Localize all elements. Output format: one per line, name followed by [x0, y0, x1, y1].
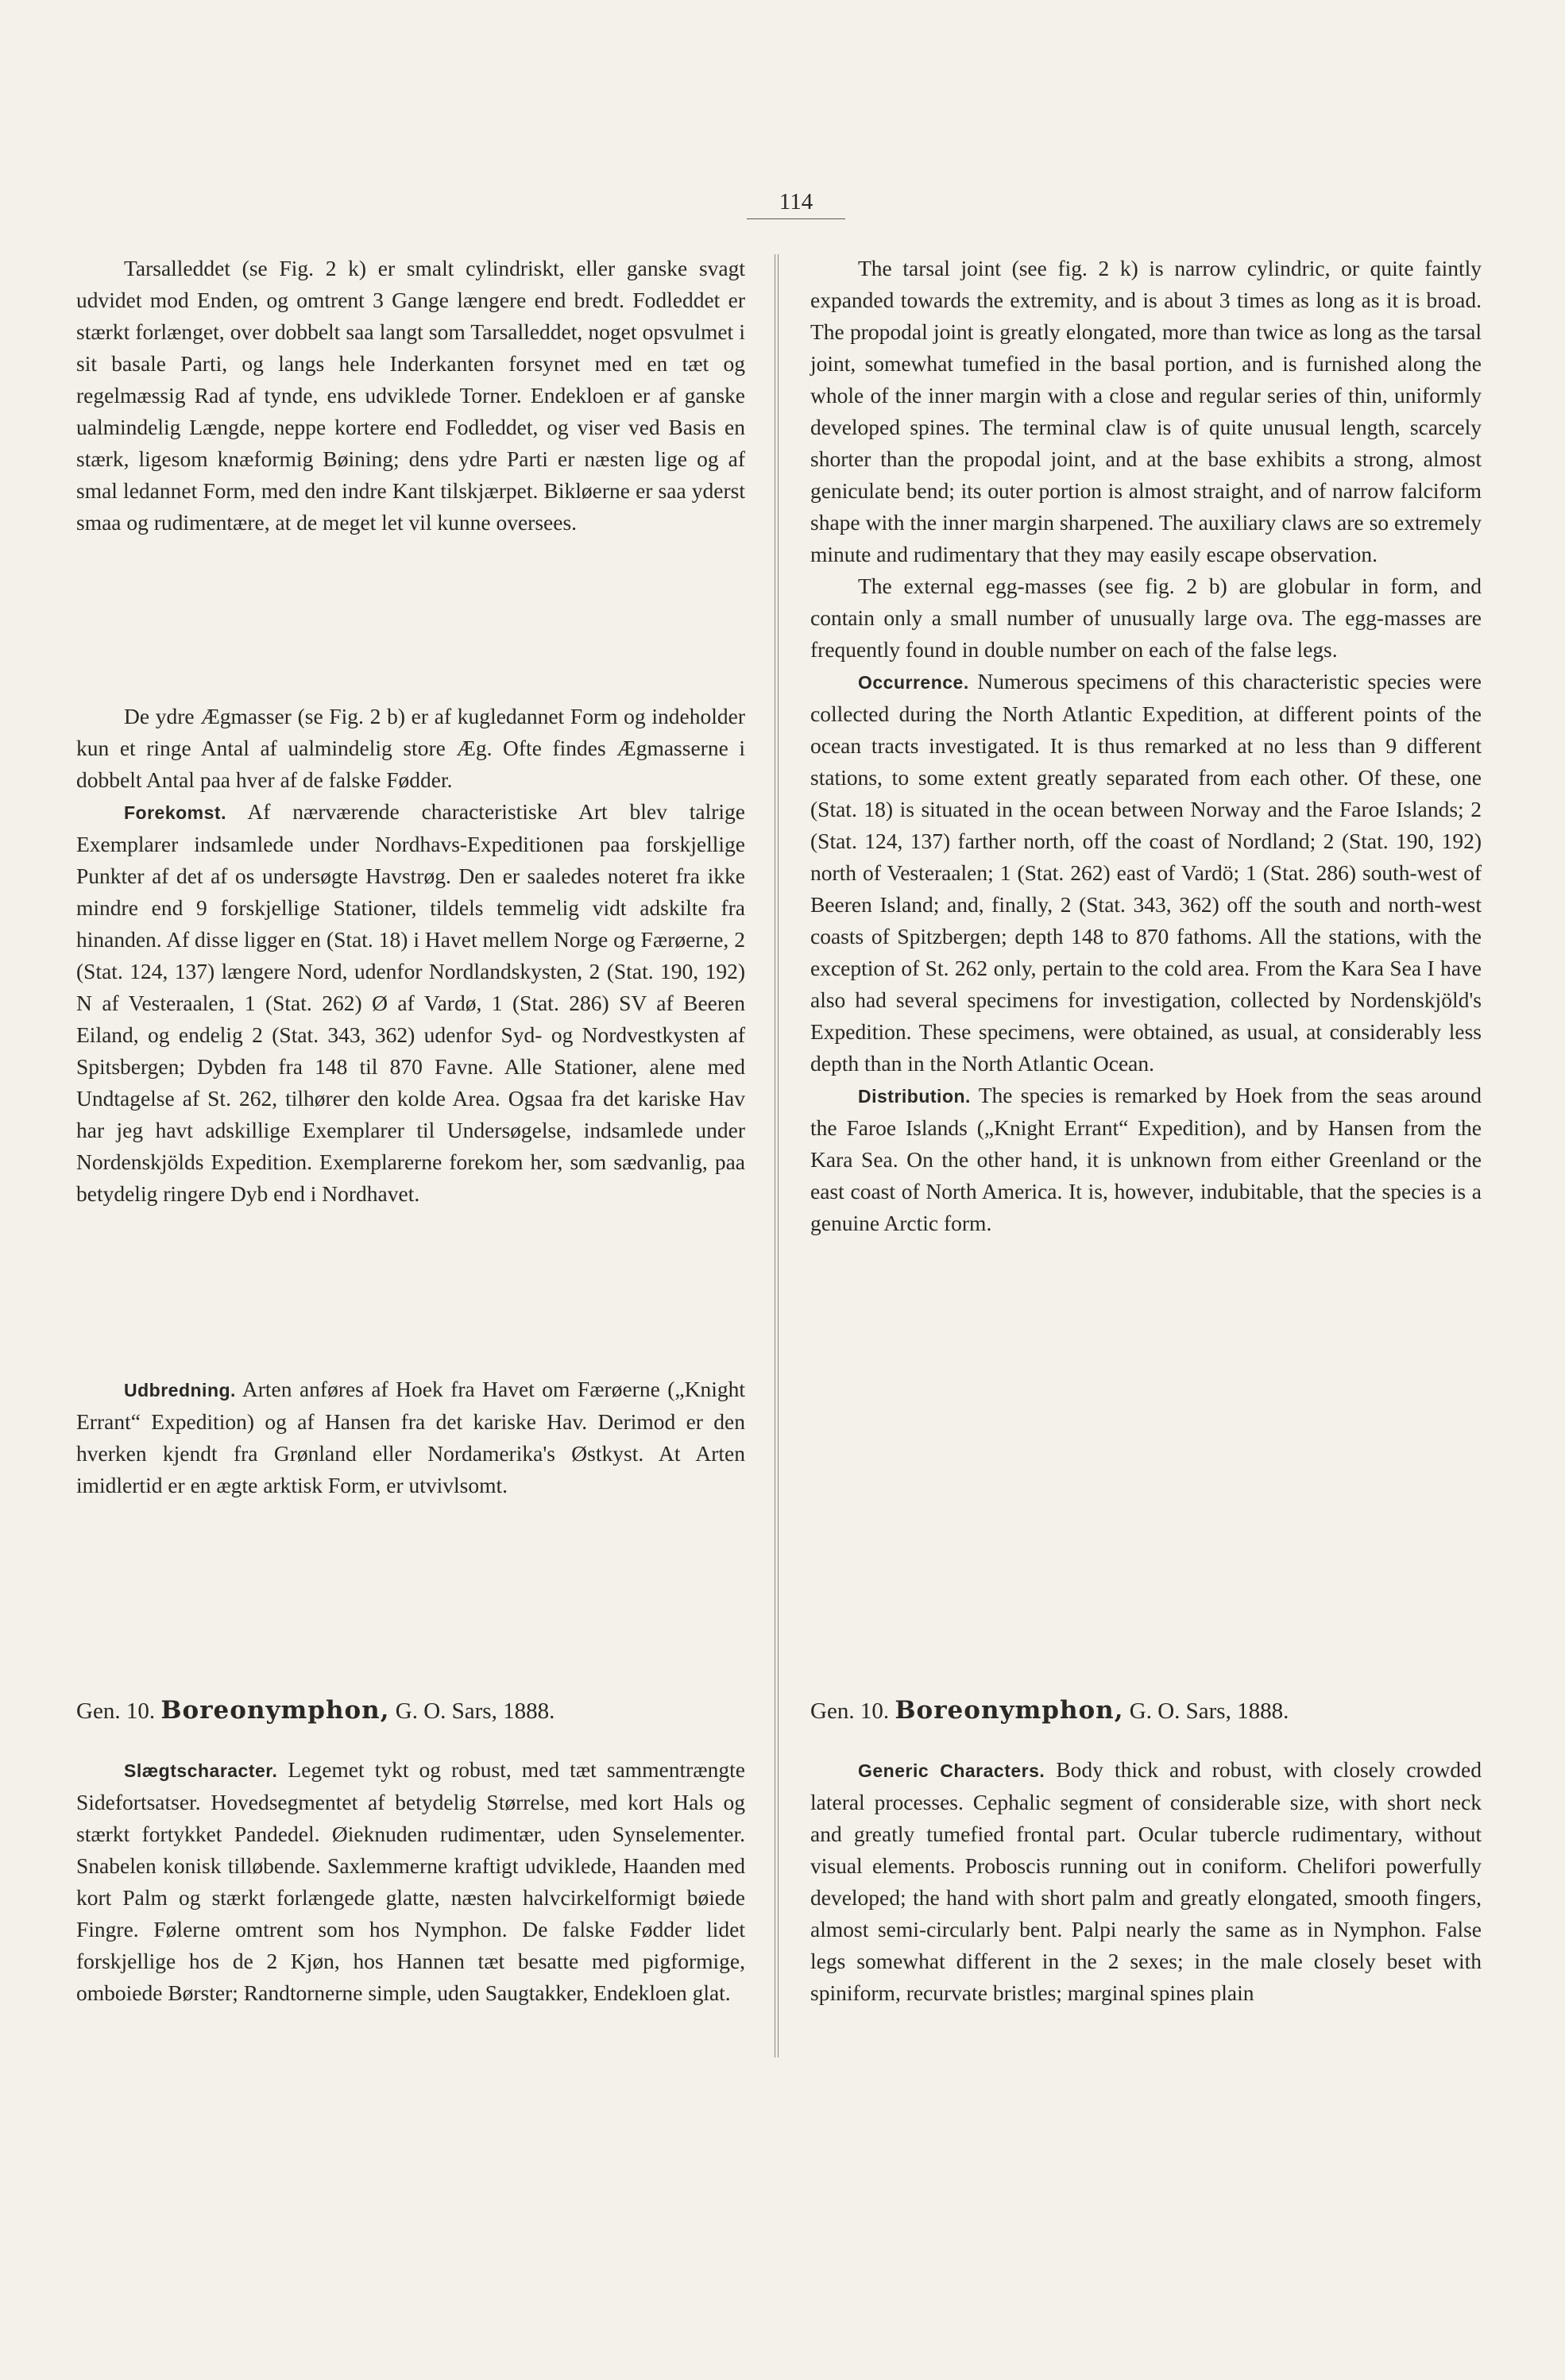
right-genus-author: G. O. Sars, 1888.	[1129, 1698, 1289, 1724]
page-number: 114	[747, 189, 845, 219]
left-generic-text: Legemet tykt og robust, med tæt sammentrængte Sidefortsatser. Hovedsegmentet af betydelig Størrelse, med kort Hals og stærkt fortykket Pandedel. Øieknuden rudimentær, uden Synselementer. Snabelen konisk tilløbende. Saxlemmerne kraftigt udviklede, Haanden med kort Palm og stærkt forlængede glatte, næsten halvcirkelformigt bøiede Fingre. Følerne omtrent som hos Nymphon. De falske Fødder lidet forskjellige hos de 2 Kjøn, hos Hannen tæt besatte med pigformige, omboiede Børster; Randtornerne simple, uden Saugtakker, Endekloen glat.	[76, 1757, 745, 2005]
right-paragraph-eggs: The external egg-masses (see fig. 2 b) are globular in form, and contain only a small number of unusually large ova. The egg-masses are frequently found in double number on each of the false legs.	[810, 574, 1482, 662]
left-paragraph-occurrence	[76, 796, 745, 1210]
right-column-generic-characters	[810, 1754, 1482, 2009]
left-paragraph-eggs: De ydre Ægmasser (se Fig. 2 b) er af kugledannet Form og indeholder kun et ringe Antal af ualmindelig store Æg. Ofte findes Ægmasserne i dobbelt Antal paa hver af de falske Fødder.	[76, 704, 745, 792]
right-genus-heading	[810, 1694, 1482, 1727]
left-paragraph-distribution	[76, 1374, 745, 1501]
left-genus-prefix: Gen. 10.	[76, 1698, 156, 1724]
left-distribution-heading: Udbredning.	[124, 1380, 236, 1401]
left-column-distribution	[76, 1374, 745, 1501]
right-genus-line	[810, 1694, 1482, 1727]
right-paragraph-occurrence	[810, 666, 1482, 1080]
left-occurrence-heading: Forekomst.	[124, 802, 226, 823]
left-column-eggs-occurrence	[76, 701, 745, 1210]
left-occurrence-text: Af nærværende characteristiske Art blev talrige Exemplarer indsamlede under Nordhavs-Expeditionen paa forskjellige Punkter af det af os undersøgte Havstrøg. Den er saaledes noteret fra ikke mindre end 9 forskjellige Stationer, tildels temmelig vidt adskilte fra hinanden. Af disse ligger en (Stat. 18) i Havet mellem Norge og Færøerne, 2 (Stat. 124, 137) længere Nord, udenfor Nordlandskysten, 2 (Stat. 190, 192) N af Vesteraalen, 1 (Stat. 262) Ø af Vardø, 1 (Stat. 286) SV af Beeren Eiland, og endelig 2 (Stat. 343, 362) udenfor Syd- og Nordvestkysten af Spitsbergen; Dybden fra 148 til 870 Favne. Alle Stationer, alene med Undtagelse af St. 262, tilhører den kolde Area. Ogsaa fra det kariske Hav har jeg havt adskillige Exemplarer til Undersøgelse, indsamlede under Nordenskjölds Expedition. Exemplarerne forekom her, som sædvanlig, paa betydelig ringere Dyb end i Nordhavet.	[76, 799, 745, 1206]
right-occurrence-heading: Occurrence.	[858, 672, 969, 693]
left-genus-name: Boreonymphon,	[160, 1696, 390, 1725]
column-divider	[775, 254, 779, 2057]
right-occurrence-text: Numerous specimens of this characteristic species were collected during the North Atlantic Expedition, at different points of the ocean tracts investigated. It is thus remarked at no less than 9 different stations, to some extent greatly separated from each other. Of these, one (Stat. 18) is situated in the ocean between Norway and the Faroe Islands; 2 (Stat. 124, 137) farther north, off the coast of Nordland; 2 (Stat. 190, 192) north of Vesteraalen; 1 (Stat. 262) east of Vardö; 1 (Stat. 286) south-west of Beeren Island; and, finally, 2 (Stat. 343, 362) off the south and north-west coasts of Spitzbergen; depth 148 to 870 fathoms. All the stations, with the exception of St. 262 only, pertain to the cold area. From the Kara Sea I have also had several specimens for investigation, collected by Nordenskjöld's Expedition. These specimens, were obtained, as usual, at considerably less depth than in the North Atlantic Ocean.	[810, 669, 1482, 1076]
right-paragraph-tarsal: The tarsal joint (see fig. 2 k) is narrow cylindric, or quite faintly expanded towards the extremity, and is about 3 times as long as it is broad. The propodal joint is greatly elongated, more than twice as long as the tarsal joint, somewhat tumefied in the basal portion, and is furnished along the whole of the inner margin with a close and regular series of thin, uniformly developed spines. The terminal claw is of quite unusual length, scarcely shorter than the propodal joint, and at the base exhibits a strong, almost geniculate bend; its outer portion is almost straight, and of narrow falciform shape with the inner margin sharpened. The auxiliary claws are so extremely minute and rudimentary that they may easily escape observation.	[810, 256, 1482, 566]
left-column-description	[76, 253, 745, 539]
left-genus-heading	[76, 1694, 745, 1727]
left-genus-author: G. O. Sars, 1888.	[395, 1698, 555, 1724]
right-distribution-heading: Distribution.	[858, 1086, 971, 1107]
left-paragraph-tarsal: Tarsalleddet (se Fig. 2 k) er smalt cylindriskt, eller ganske svagt udvidet mod Enden, og omtrent 3 Gange længere end bredt. Fodleddet er stærkt forlænget, over dobbelt saa langt som Tarsalleddet, noget opsvulmet i sit basale Parti, og langs hele Inderkanten forsynet med en tæt og regelmæssig Rad af tynde, ens udviklede Torner. Endekloen er af ganske ualmindelig Længde, neppe kortere end Fodleddet, og viser ved Basis en stærk, ligesom knæformig Bøining; dens ydre Parti er næsten lige og af smal ledannet Form, med den indre Kant tilskjærpet. Bikløerne er saa yderst smaa og rudimentære, at de meget let vil kunne oversees.	[76, 256, 745, 535]
right-paragraph-generic	[810, 1754, 1482, 2009]
right-genus-prefix: Gen. 10.	[810, 1698, 890, 1724]
left-paragraph-generic	[76, 1754, 745, 2009]
left-genus-line	[76, 1694, 745, 1727]
left-column-generic-characters	[76, 1754, 745, 2009]
right-column-main	[810, 253, 1482, 1239]
left-distribution-text: Arten anføres af Hoek fra Havet om Færøerne („Knight Errant“ Expedition) og af Hansen fra det kariske Hav. Derimod er den hverken kjendt fra Grønland eller Nordamerika's Østkyst. At Arten imidlertid er en ægte arktisk Form, er utvivlsomt.	[76, 1377, 745, 1497]
right-distribution-text: The species is remarked by Hoek from the seas around the Faroe Islands („Knight Errant“ Expedition), and by Hansen from the Kara Sea. On the other hand, it is unknown from either Greenland or the east coast of North America. It is, however, indubitable, that the species is a genuine Arctic form.	[810, 1083, 1482, 1235]
left-generic-heading: Slægtscharacter.	[124, 1760, 278, 1781]
right-paragraph-distribution	[810, 1080, 1482, 1239]
right-generic-heading: Generic Characters.	[858, 1760, 1045, 1781]
right-generic-text: Body thick and robust, with closely crowded lateral processes. Cephalic segment of considerable size, with short neck and greatly tumefied frontal part. Ocular tubercle rudimentary, without visual elements. Proboscis running out in coniform. Chelifori powerfully developed; the hand with short palm and greatly elongated, smooth fingers, almost semi-circularly bent. Palpi nearly the same as in Nymphon. False legs somewhat different in the 2 sexes; in the male closely beset with spiniform, recurvate bristles; marginal spines plain	[810, 1757, 1482, 2005]
right-genus-name: Boreonymphon,	[895, 1696, 1124, 1725]
